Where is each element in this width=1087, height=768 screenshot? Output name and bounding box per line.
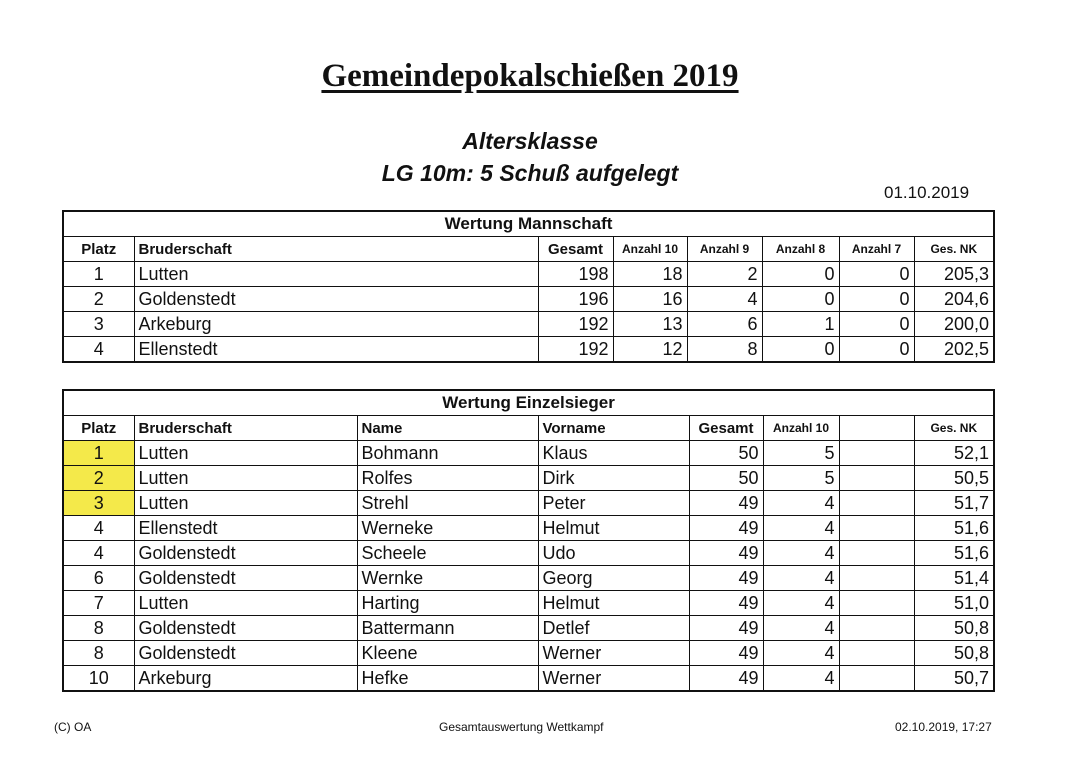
table-cell: Goldenstedt (134, 287, 538, 312)
table-cell: 49 (689, 566, 763, 591)
column-header: Anzahl 10 (613, 237, 687, 262)
table-cell (839, 641, 914, 666)
table-cell: Goldenstedt (134, 641, 357, 666)
column-header: Ges. NK (914, 416, 994, 441)
table-cell: 192 (538, 312, 613, 337)
table-cell: 205,3 (914, 262, 994, 287)
column-header: Platz (63, 416, 134, 441)
table-cell: 4 (763, 566, 839, 591)
table-cell (839, 541, 914, 566)
column-header: Anzahl 9 (687, 237, 762, 262)
table-row (63, 312, 994, 337)
column-header: Ges. NK (914, 237, 994, 262)
table-cell: 50 (689, 466, 763, 491)
table-cell: 3 (63, 491, 134, 516)
table-cell: 4 (763, 541, 839, 566)
table-cell: 8 (63, 641, 134, 666)
column-header: Bruderschaft (134, 237, 538, 262)
table-cell: 4 (763, 491, 839, 516)
table-row (63, 541, 994, 566)
table-cell: Goldenstedt (134, 616, 357, 641)
table-row (63, 566, 994, 591)
table-row (63, 666, 994, 692)
table-cell: 4 (763, 591, 839, 616)
table-cell: 2 (687, 262, 762, 287)
table-cell: Arkeburg (134, 666, 357, 692)
table-cell: Helmut (538, 516, 689, 541)
team-table-caption: Wertung Mannschaft (63, 211, 994, 237)
table-cell (839, 666, 914, 692)
table-cell: 12 (613, 337, 687, 363)
column-header: Gesamt (538, 237, 613, 262)
table-cell: Battermann (357, 616, 538, 641)
table-cell: 4 (763, 666, 839, 692)
table-cell: 1 (63, 262, 134, 287)
table-cell: 10 (63, 666, 134, 692)
table-cell: 0 (839, 337, 914, 363)
table-cell: 49 (689, 541, 763, 566)
table-cell: Lutten (134, 262, 538, 287)
table-cell: 192 (538, 337, 613, 363)
table-cell: Ellenstedt (134, 337, 538, 363)
individual-results-table (62, 389, 995, 692)
column-header: Name (357, 416, 538, 441)
table-row (63, 616, 994, 641)
table-cell: 50 (689, 441, 763, 466)
table-cell: 0 (839, 312, 914, 337)
table-cell: Goldenstedt (134, 566, 357, 591)
table-cell: 4 (63, 516, 134, 541)
table-cell: Klaus (538, 441, 689, 466)
table-cell: 49 (689, 516, 763, 541)
table-cell (839, 466, 914, 491)
team-header-row (63, 237, 994, 262)
table-cell: Werner (538, 641, 689, 666)
table-cell: 0 (762, 262, 839, 287)
table-cell: 51,7 (914, 491, 994, 516)
table-cell: Georg (538, 566, 689, 591)
table-cell: Harting (357, 591, 538, 616)
table-cell: Lutten (134, 441, 357, 466)
discipline: LG 10m: 5 Schuß aufgelegt (381, 160, 679, 186)
table-cell: Bohmann (357, 441, 538, 466)
page-title: Gemeindepokalschießen 2019 (321, 58, 739, 94)
column-header (839, 416, 914, 441)
table-cell: 6 (63, 566, 134, 591)
table-cell: 50,5 (914, 466, 994, 491)
table-cell: Rolfes (357, 466, 538, 491)
table-cell: 198 (538, 262, 613, 287)
single-header-row (63, 416, 994, 441)
table-cell: 6 (687, 312, 762, 337)
table-cell: 0 (762, 337, 839, 363)
table-cell: 200,0 (914, 312, 994, 337)
table-cell: 51,4 (914, 566, 994, 591)
table-cell: Wernke (357, 566, 538, 591)
table-cell: 49 (689, 666, 763, 692)
table-row (63, 287, 994, 312)
column-header: Gesamt (689, 416, 763, 441)
table-cell (839, 591, 914, 616)
table-cell: Arkeburg (134, 312, 538, 337)
footer-timestamp: 02.10.2019, 17:27 (895, 720, 992, 734)
table-cell: 51,6 (914, 516, 994, 541)
table-cell: 50,7 (914, 666, 994, 692)
table-cell: 18 (613, 262, 687, 287)
table-cell: 49 (689, 616, 763, 641)
table-cell: 4 (63, 337, 134, 363)
table-cell: Detlef (538, 616, 689, 641)
footer-title: Gesamtauswertung Wettkampf (439, 720, 604, 734)
table-row (63, 491, 994, 516)
table-cell: 2 (63, 287, 134, 312)
table-cell: 7 (63, 591, 134, 616)
table-cell: 13 (613, 312, 687, 337)
table-cell: 5 (763, 441, 839, 466)
table-row (63, 262, 994, 287)
table-cell: 4 (763, 641, 839, 666)
table-cell: Lutten (134, 466, 357, 491)
footer-copyright: (C) OA (54, 720, 92, 734)
table-cell: Goldenstedt (134, 541, 357, 566)
column-header: Anzahl 10 (763, 416, 839, 441)
table-cell: 4 (687, 287, 762, 312)
single-table-caption: Wertung Einzelsieger (63, 390, 994, 416)
table-cell: Lutten (134, 591, 357, 616)
table-cell: 49 (689, 491, 763, 516)
column-header: Anzahl 8 (762, 237, 839, 262)
table-cell: 4 (63, 541, 134, 566)
table-row (63, 337, 994, 363)
column-header: Platz (63, 237, 134, 262)
team-results-table (62, 210, 995, 363)
table-cell: 0 (839, 262, 914, 287)
print-date: 01.10.2019 (884, 183, 970, 202)
table-cell: Kleene (357, 641, 538, 666)
table-row (63, 516, 994, 541)
table-cell: 196 (538, 287, 613, 312)
column-header: Vorname (538, 416, 689, 441)
table-cell: Strehl (357, 491, 538, 516)
table-cell: Hefke (357, 666, 538, 692)
table-cell: 4 (763, 516, 839, 541)
table-cell: 51,0 (914, 591, 994, 616)
column-header: Bruderschaft (134, 416, 357, 441)
class-name: Altersklasse (462, 128, 598, 154)
table-cell: 8 (687, 337, 762, 363)
table-cell: 1 (63, 441, 134, 466)
table-cell: 50,8 (914, 641, 994, 666)
table-cell (839, 566, 914, 591)
table-cell: 49 (689, 641, 763, 666)
table-cell: 51,6 (914, 541, 994, 566)
table-cell: 16 (613, 287, 687, 312)
table-cell: 50,8 (914, 616, 994, 641)
table-cell: Helmut (538, 591, 689, 616)
table-row (63, 441, 994, 466)
table-cell: 0 (762, 287, 839, 312)
table-cell: Peter (538, 491, 689, 516)
table-cell: Werneke (357, 516, 538, 541)
table-cell: 204,6 (914, 287, 994, 312)
table-cell: 49 (689, 591, 763, 616)
table-cell (839, 616, 914, 641)
table-cell: 1 (762, 312, 839, 337)
table-cell: 3 (63, 312, 134, 337)
table-cell: 202,5 (914, 337, 994, 363)
table-cell: Lutten (134, 491, 357, 516)
table-row (63, 591, 994, 616)
table-cell: 4 (763, 616, 839, 641)
table-cell: 5 (763, 466, 839, 491)
table-cell: 2 (63, 466, 134, 491)
table-cell: Werner (538, 666, 689, 692)
table-cell: Udo (538, 541, 689, 566)
table-cell (839, 491, 914, 516)
table-cell: Ellenstedt (134, 516, 357, 541)
table-cell (839, 516, 914, 541)
column-header: Anzahl 7 (839, 237, 914, 262)
table-cell: 0 (839, 287, 914, 312)
table-cell: Scheele (357, 541, 538, 566)
table-row (63, 466, 994, 491)
table-row (63, 641, 994, 666)
table-cell: 8 (63, 616, 134, 641)
table-cell: 52,1 (914, 441, 994, 466)
table-cell: Dirk (538, 466, 689, 491)
table-cell (839, 441, 914, 466)
